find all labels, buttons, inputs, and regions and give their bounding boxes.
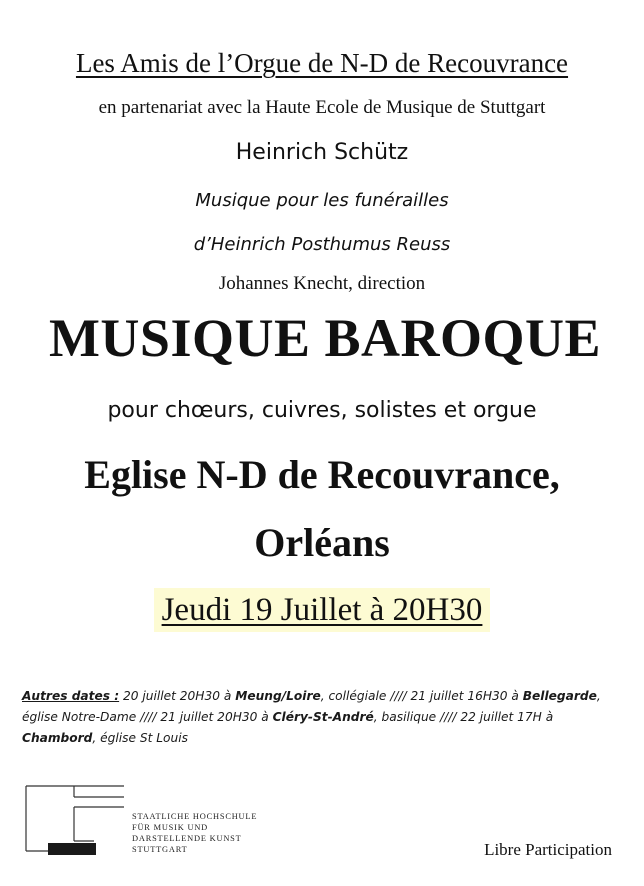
place-clery: Cléry-St-André xyxy=(272,710,374,724)
instruments-line: pour chœurs, cuivres, solistes et orgue xyxy=(107,398,537,423)
other-dates-text: , collégiale //// 21 juillet 16H30 à xyxy=(320,689,523,703)
work-title-line1: Musique pour les funérailles xyxy=(195,190,449,211)
organizer-title: Les Amis de l’Orgue de N-D de Recouvrance xyxy=(75,48,569,78)
place-chambord: Chambord xyxy=(22,731,93,745)
logo-line1: STAATLICHE HOCHSCHULE xyxy=(132,812,258,821)
logo-line3: DARSTELLENDE KUNST xyxy=(132,834,242,843)
place-bellegarde: Bellegarde xyxy=(522,689,597,703)
place-meung: Meung/Loire xyxy=(235,689,321,703)
date-banner xyxy=(0,588,644,632)
work-title-line2: d’Heinrich Posthumus Reuss xyxy=(193,234,451,255)
logo-text xyxy=(132,811,257,855)
logo-bar xyxy=(48,843,96,855)
composer-name: Heinrich Schütz xyxy=(235,140,409,165)
other-dates-text: , basilique //// 22 juillet 17H à xyxy=(373,710,554,724)
other-dates-text: , église St Louis xyxy=(92,731,188,745)
venue-line2: Orléans xyxy=(254,520,390,565)
stuttgart-school-logo xyxy=(24,783,264,858)
other-dates-text: 20 juillet 20H30 à xyxy=(119,689,236,703)
other-dates-label: Autres dates : xyxy=(22,689,120,703)
libre-participation: Libre Participation xyxy=(484,840,612,859)
logo-line2: FÜR MUSIK UND xyxy=(132,823,209,832)
concert-date: Jeudi 19 Juillet à 20H30 xyxy=(154,588,491,632)
venue-line1: Eglise N-D de Recouvrance, xyxy=(84,452,560,497)
other-dates-paragraph xyxy=(22,686,622,749)
other-dates-text: , église Notre-Dame //// 21 juillet 20H30 à xyxy=(22,689,601,724)
main-title: MUSIQUE BAROQUE xyxy=(48,308,602,368)
logo-line4: STUTTGART xyxy=(132,845,188,854)
director-line: Johannes Knecht, direction xyxy=(218,273,426,294)
partnership-line: en partenariat avec la Haute Ecole de Musique de Stuttgart xyxy=(98,97,546,118)
